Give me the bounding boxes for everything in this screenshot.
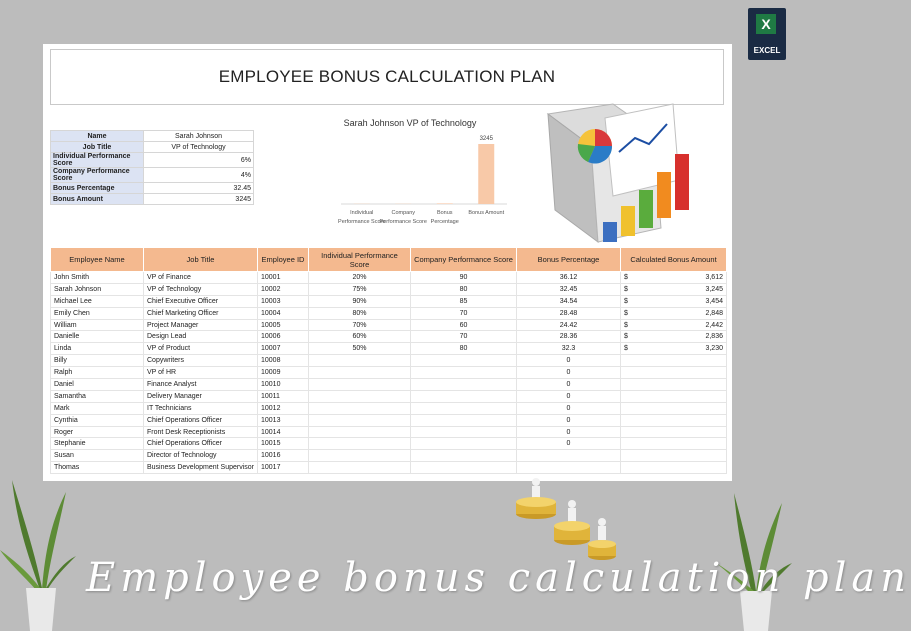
cell-job-title[interactable]: Delivery Manager (144, 390, 258, 402)
cell-employee-id[interactable]: 10011 (258, 390, 309, 402)
chart-category-label: Performance Score (338, 219, 386, 225)
cell-bonus-percentage[interactable]: 0 (517, 379, 621, 391)
cell-employee-id[interactable]: 10008 (258, 355, 309, 367)
cell-employee-name[interactable]: Cynthia (51, 414, 144, 426)
excel-logo-letter: X (756, 14, 776, 34)
table-row (51, 390, 727, 402)
cell-bonus-percentage[interactable] (517, 450, 621, 462)
cell-bonus-amount[interactable] (621, 295, 727, 307)
cell-employee-id[interactable]: 10014 (258, 426, 309, 438)
cell-job-title[interactable]: Copywriters (144, 355, 258, 367)
cell-individual-score[interactable] (309, 402, 411, 414)
bonus-amount-value: 3,230 (705, 345, 723, 353)
cell-bonus-percentage[interactable]: 0 (517, 390, 621, 402)
cell-bonus-amount[interactable] (621, 426, 727, 438)
cell-company-score[interactable]: 60 (411, 319, 517, 331)
table-row (51, 402, 727, 414)
cell-bonus-percentage[interactable]: 24.42 (517, 319, 621, 331)
cell-employee-id[interactable]: 10004 (258, 307, 309, 319)
cell-bonus-amount[interactable] (621, 331, 727, 343)
cell-employee-name[interactable]: Emily Chen (51, 307, 144, 319)
cell-individual-score[interactable]: 90% (309, 295, 411, 307)
chart-title: Sarah Johnson VP of Technology (343, 118, 477, 128)
cell-individual-score[interactable] (309, 379, 411, 391)
cell-bonus-amount[interactable] (621, 462, 727, 474)
cell-employee-name[interactable]: Susan (51, 450, 144, 462)
summary-label-bonus-percentage[interactable]: Bonus Percentage (51, 183, 144, 194)
summary-row (51, 142, 254, 153)
summary-row (51, 153, 254, 168)
title-box (50, 49, 724, 105)
report-chart-clipart-icon (543, 102, 693, 250)
column-header-job-title[interactable]: Job Title (144, 248, 258, 272)
currency-symbol: $ (624, 309, 628, 317)
cell-job-title[interactable]: Front Desk Receptionists (144, 426, 258, 438)
cell-employee-name[interactable]: Samantha (51, 390, 144, 402)
cell-company-score[interactable] (411, 402, 517, 414)
cell-bonus-amount[interactable] (621, 319, 727, 331)
cell-bonus-percentage[interactable]: 36.12 (517, 272, 621, 284)
cell-company-score[interactable]: 70 (411, 307, 517, 319)
cell-bonus-percentage[interactable]: 0 (517, 402, 621, 414)
cell-employee-name[interactable]: Roger (51, 426, 144, 438)
cell-bonus-amount[interactable] (621, 450, 727, 462)
page-title: EMPLOYEE BONUS CALCULATION PLAN (218, 67, 556, 86)
column-header-employee-name[interactable]: Employee Name (51, 248, 144, 272)
chart-category-label: Bonus (436, 210, 453, 216)
cell-employee-id[interactable]: 10012 (258, 402, 309, 414)
table-row (51, 462, 727, 474)
cell-bonus-amount[interactable] (621, 438, 727, 450)
cell-bonus-amount[interactable] (621, 343, 727, 355)
cell-individual-score[interactable]: 80% (309, 307, 411, 319)
cell-bonus-amount[interactable] (621, 390, 727, 402)
cell-job-title[interactable]: VP of Product (144, 343, 258, 355)
excel-logo-text: EXCEL (753, 46, 781, 55)
table-header-row (51, 248, 727, 272)
cell-job-title[interactable]: VP of Technology (144, 283, 258, 295)
cell-individual-score[interactable] (309, 426, 411, 438)
cell-employee-id[interactable]: 10001 (258, 272, 309, 284)
cell-bonus-amount[interactable] (621, 307, 727, 319)
column-header-individual-score[interactable]: Individual Performance Score (309, 248, 411, 272)
currency-symbol: $ (624, 345, 628, 353)
cell-employee-name[interactable]: Sarah Johnson (51, 283, 144, 295)
cell-job-title[interactable]: Chief Operations Officer (144, 438, 258, 450)
chart-category-label: Percentage (430, 219, 459, 225)
cell-bonus-percentage[interactable]: 0 (517, 426, 621, 438)
cell-job-title[interactable]: Design Lead (144, 331, 258, 343)
cell-individual-score[interactable] (309, 450, 411, 462)
cell-employee-id[interactable]: 10006 (258, 331, 309, 343)
table-body (51, 272, 727, 474)
table-row (51, 379, 727, 391)
cell-job-title[interactable]: IT Technicians (144, 402, 258, 414)
currency-symbol: $ (624, 285, 628, 293)
summary-row (51, 183, 254, 194)
table-row (51, 331, 727, 343)
bonus-table (50, 247, 727, 474)
cell-employee-name[interactable]: Billy (51, 355, 144, 367)
cell-job-title[interactable]: Chief Marketing Officer (144, 307, 258, 319)
cell-individual-score[interactable]: 20% (309, 272, 411, 284)
cell-bonus-amount[interactable] (621, 402, 727, 414)
cell-employee-name[interactable]: Stephanie (51, 438, 144, 450)
cell-individual-score[interactable]: 60% (309, 331, 411, 343)
potted-plant-left-icon (0, 470, 80, 631)
currency-symbol: $ (624, 333, 628, 341)
cell-bonus-amount[interactable] (621, 379, 727, 391)
cell-employee-id[interactable]: 10010 (258, 379, 309, 391)
cell-employee-name[interactable]: Linda (51, 343, 144, 355)
cell-employee-name[interactable]: William (51, 319, 144, 331)
cell-company-score[interactable] (411, 390, 517, 402)
chart-bar[interactable] (478, 144, 494, 204)
cell-employee-name[interactable]: Mark (51, 402, 144, 414)
summary-row (51, 194, 254, 205)
cell-employee-name[interactable]: Danielle (51, 331, 144, 343)
table-row (51, 355, 727, 367)
cell-bonus-percentage[interactable]: 28.48 (517, 307, 621, 319)
currency-symbol: $ (624, 297, 628, 305)
cell-bonus-percentage[interactable]: 0 (517, 355, 621, 367)
chart-plot-area (305, 116, 515, 236)
cell-bonus-percentage[interactable]: 28.36 (517, 331, 621, 343)
cell-bonus-percentage[interactable] (517, 462, 621, 474)
cell-company-score[interactable] (411, 426, 517, 438)
summary-label-company-score[interactable]: Company Performance Score (51, 168, 144, 183)
cell-employee-id[interactable]: 10009 (258, 367, 309, 379)
cell-company-score[interactable] (411, 414, 517, 426)
table-row (51, 426, 727, 438)
summary-value-individual-score[interactable]: 6% (144, 153, 254, 168)
table-row (51, 283, 727, 295)
table-row (51, 295, 727, 307)
bonus-amount-value: 2,442 (705, 321, 723, 329)
cell-employee-name[interactable]: Daniel (51, 379, 144, 391)
cell-employee-id[interactable]: 10013 (258, 414, 309, 426)
bonus-amount-value: 3,612 (705, 273, 723, 281)
column-header-company-score[interactable]: Company Performance Score (411, 248, 517, 272)
cell-employee-id[interactable]: 10005 (258, 319, 309, 331)
bonus-amount-value: 3,454 (705, 297, 723, 305)
cell-bonus-amount[interactable] (621, 272, 727, 284)
cell-employee-name[interactable]: John Smith (51, 272, 144, 284)
cell-individual-score[interactable]: 75% (309, 283, 411, 295)
cell-employee-id[interactable]: 10003 (258, 295, 309, 307)
summary-label-name[interactable]: Name (51, 131, 144, 142)
chart-bar[interactable] (437, 203, 453, 204)
chart-category-label: Bonus Amount (468, 210, 505, 216)
cell-bonus-amount[interactable] (621, 367, 727, 379)
cell-individual-score[interactable]: 50% (309, 343, 411, 355)
cell-individual-score[interactable] (309, 438, 411, 450)
summary-row (51, 131, 254, 142)
cell-company-score[interactable] (411, 367, 517, 379)
cell-individual-score[interactable] (309, 462, 411, 474)
currency-symbol: $ (624, 321, 628, 329)
cell-bonus-percentage[interactable]: 32.45 (517, 283, 621, 295)
cell-bonus-amount[interactable] (621, 283, 727, 295)
table-row (51, 450, 727, 462)
cell-bonus-amount[interactable] (621, 355, 727, 367)
summary-row (51, 168, 254, 183)
cell-individual-score[interactable]: 70% (309, 319, 411, 331)
cell-bonus-amount[interactable] (621, 414, 727, 426)
column-header-bonus-percentage[interactable]: Bonus Percentage (517, 248, 621, 272)
cell-employee-id[interactable]: 10015 (258, 438, 309, 450)
cell-company-score[interactable]: 80 (411, 343, 517, 355)
chart-category-label: Individual (350, 210, 374, 216)
table-row (51, 307, 727, 319)
column-header-bonus-amount[interactable]: Calculated Bonus Amount (621, 248, 727, 272)
summary-value-company-score[interactable]: 4% (144, 168, 254, 183)
cell-company-score[interactable] (411, 450, 517, 462)
summary-value-bonus-amount[interactable]: 3245 (144, 194, 254, 205)
cell-bonus-percentage[interactable]: 0 (517, 438, 621, 450)
cell-individual-score[interactable] (309, 355, 411, 367)
chart-category-label: Performance Score (379, 219, 427, 225)
cell-job-title[interactable]: Director of Technology (144, 450, 258, 462)
cell-individual-score[interactable] (309, 414, 411, 426)
summary-label-bonus-amount[interactable]: Bonus Amount (51, 194, 144, 205)
cell-bonus-percentage[interactable]: 32.3 (517, 343, 621, 355)
bonus-bar-chart[interactable] (305, 116, 515, 236)
bonus-amount-value: 2,836 (705, 333, 723, 341)
spreadsheet-sheet (43, 44, 732, 481)
currency-symbol: $ (624, 273, 628, 281)
table-row (51, 414, 727, 426)
cell-individual-score[interactable] (309, 390, 411, 402)
cell-company-score[interactable]: 85 (411, 295, 517, 307)
cell-individual-score[interactable] (309, 367, 411, 379)
cell-job-title[interactable]: Chief Operations Officer (144, 414, 258, 426)
summary-value-bonus-percentage[interactable]: 32.45 (144, 183, 254, 194)
summary-label-job-title[interactable]: Job Title (51, 142, 144, 153)
table-row (51, 438, 727, 450)
cell-employee-id[interactable]: 10016 (258, 450, 309, 462)
cell-employee-name[interactable]: Michael Lee (51, 295, 144, 307)
cell-employee-name[interactable]: Thomas (51, 462, 144, 474)
cell-company-score[interactable]: 90 (411, 272, 517, 284)
table-row (51, 272, 727, 284)
table-row (51, 343, 727, 355)
cell-job-title[interactable]: Finance Analyst (144, 379, 258, 391)
excel-logo-icon (748, 8, 786, 60)
cell-company-score[interactable]: 80 (411, 283, 517, 295)
cell-job-title[interactable]: Project Manager (144, 319, 258, 331)
summary-value-job-title[interactable]: VP of Technology (144, 142, 254, 153)
table-row (51, 367, 727, 379)
table-row (51, 319, 727, 331)
cell-company-score[interactable] (411, 355, 517, 367)
bonus-amount-value: 3,245 (705, 285, 723, 293)
cell-bonus-percentage[interactable]: 0 (517, 414, 621, 426)
cell-job-title[interactable]: VP of Finance (144, 272, 258, 284)
cell-company-score[interactable] (411, 379, 517, 391)
cell-bonus-percentage[interactable]: 34.54 (517, 295, 621, 307)
cell-employee-id[interactable]: 10007 (258, 343, 309, 355)
cell-company-score[interactable] (411, 438, 517, 450)
column-header-employee-id[interactable]: Employee ID (258, 248, 309, 272)
chart-data-label: 3245 (479, 136, 493, 142)
cell-job-title[interactable]: Business Development Supervisor (144, 462, 258, 474)
cell-employee-id[interactable]: 10002 (258, 283, 309, 295)
bonus-amount-value: 2,848 (705, 309, 723, 317)
cell-employee-name[interactable]: Ralph (51, 367, 144, 379)
footer-script-title: Employee bonus calculation plan (86, 555, 911, 601)
employee-summary-table (50, 130, 254, 205)
chart-category-label: Company (391, 210, 416, 216)
cell-employee-id[interactable]: 10017 (258, 462, 309, 474)
cell-job-title[interactable]: Chief Executive Officer (144, 295, 258, 307)
summary-value-name[interactable]: Sarah Johnson (144, 131, 254, 142)
cell-company-score[interactable] (411, 462, 517, 474)
cell-company-score[interactable]: 70 (411, 331, 517, 343)
cell-job-title[interactable]: VP of HR (144, 367, 258, 379)
summary-label-individual-score[interactable]: Individual Performance Score (51, 153, 144, 168)
cell-bonus-percentage[interactable]: 0 (517, 367, 621, 379)
